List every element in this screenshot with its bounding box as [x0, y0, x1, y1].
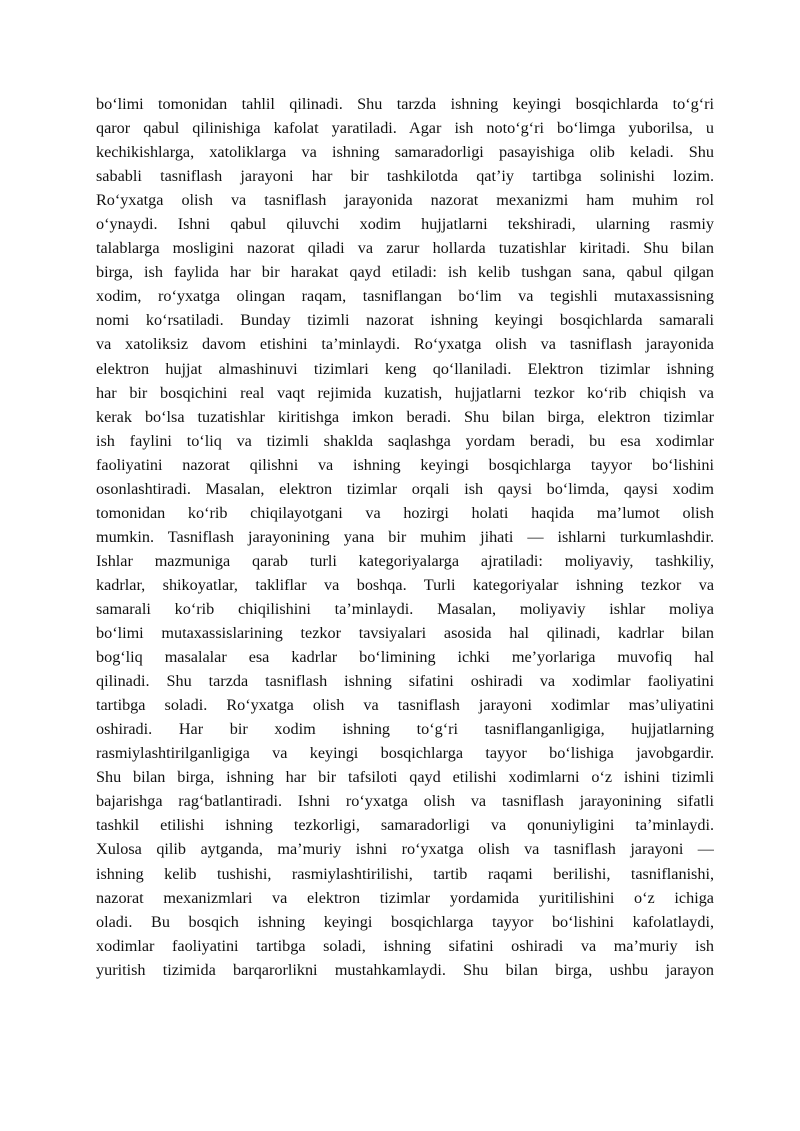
text-line: elektron hujjat almashinuvi tizimlari keng qo‘llaniladi. Elektron tizimlar ishning [96, 359, 714, 378]
text-line: kerak bo‘lsa tuzatishlar kiritishga imkon beradi. Shu bilan birga, elektron tizimlar [96, 407, 714, 426]
text-line: nomi ko‘rsatiladi. Bunday tizimli nazorat ishning keyingi bosqichlarda samarali [96, 311, 714, 330]
text-line: bog‘liq masalalar esa kadrlar bo‘limining ichki me’yorlariga muvofiq hal [96, 648, 714, 667]
text-line: xodim, ro‘yxatga olingan raqam, tasniflangan bo‘lim va tegishli mutaxassisning [96, 287, 714, 306]
text-line: oshiradi. Har bir xodim ishning to‘g‘ri tasniflanganligiga, hujjatlarning [96, 720, 714, 739]
text-line: tashkil etilishi ishning tezkorligi, samaradorligi va qonuniyligini ta’minlaydi. [96, 816, 714, 835]
text-line: tomonidan ko‘rib chiqilayotgani va hozirgi holati haqida ma’lumot olish [96, 503, 714, 522]
text-line: ish faylini to‘liq va tizimli shaklda saqlashga yordam beradi, bu esa xodimlar [96, 431, 714, 450]
text-line: qilinadi. Shu tarzda tasniflash ishning sifatini oshiradi va xodimlar faoliyatini [96, 672, 714, 691]
text-line: Xulosa qilib aytganda, ma’muriy ishni ro‘yxatga olish va tasniflash jarayoni — [96, 840, 714, 859]
text-line: osonlashtiradi. Masalan, elektron tizimlar orqali ish qaysi bo‘limda, qaysi xodim [96, 479, 714, 498]
text-line: mumkin. Tasniflash jarayonining yana bir muhim jihati — ishlarni turkumlashdir. [96, 527, 714, 546]
text-line: har bir bosqichini real vaqt rejimida kuzatish, hujjatlarni tezkor ko‘rib chiqish va [96, 383, 714, 402]
text-line: yuritish tizimida barqarorlikni mustahkamlaydi. Shu bilan birga, ushbu jarayon [96, 960, 714, 979]
text-line: tartibga soladi. Ro‘yxatga olish va tasniflash jarayoni xodimlar mas’uliyatini [96, 696, 714, 715]
text-line: va xatoliksiz davom etishini ta’minlaydi. Ro‘yxatga olish va tasniflash jarayonida [96, 335, 714, 354]
text-line: kechikishlarga, xatoliklarga va ishning samaradorligi pasayishiga olib keladi. Shu [96, 143, 714, 162]
text-line: xodimlar faoliyatini tartibga soladi, ishning sifatini oshiradi va ma’muriy ish [96, 936, 714, 955]
text-line: bo‘limi mutaxassislarining tezkor tavsiyalari asosida hal qilinadi, kadrlar bilan [96, 624, 714, 643]
text-line: qaror qabul qilinishiga kafolat yaratiladi. Agar ish noto‘g‘ri bo‘limga yuborilsa, u [96, 119, 714, 138]
text-line: rasmiylashtirilganligiga va keyingi bosqichlarga tayyor bo‘lishiga javobgardir. [96, 744, 714, 763]
text-line: Ro‘yxatga olish va tasniflash jarayonida nazorat mexanizmi ham muhim rol [96, 191, 714, 210]
text-line: ishning kelib tushishi, rasmiylashtirilishi, tartib raqami berilishi, tasniflanishi, [96, 864, 714, 883]
text-line: faoliyatini nazorat qilishni va ishning keyingi bosqichlarga tayyor bo‘lishini [96, 455, 714, 474]
text-line: Shu bilan birga, ishning har bir tafsiloti qayd etilishi xodimlarni o‘z ishini tizimli [96, 768, 714, 787]
text-line: oladi. Bu bosqich ishning keyingi bosqichlarga tayyor bo‘lishini kafolatlaydi, [96, 912, 714, 931]
text-line: Ishlar mazmuniga qarab turli kategoriyalarga ajratiladi: moliyaviy, tashkiliy, [96, 551, 714, 570]
text-line: sababli tasniflash jarayoni har bir tashkilotda qat’iy tartibga solinishi lozim. [96, 167, 714, 186]
text-line: o‘ynaydi. Ishni qabul qiluvchi xodim hujjatlarni tekshiradi, ularning rasmiy [96, 215, 714, 234]
text-line: bo‘limi tomonidan tahlil qilinadi. Shu tarzda ishning keyingi bosqichlarda to‘g‘ri [96, 95, 714, 113]
text-line: talablarga mosligini nazorat qiladi va zarur hollarda tuzatishlar kiritadi. Shu bilan [96, 239, 714, 258]
text-line: samarali ko‘rib chiqilishini ta’minlaydi. Masalan, moliyaviy ishlar moliya [96, 599, 714, 618]
text-line: birga, ish faylida har bir harakat qayd etiladi: ish kelib tushgan sana, qabul qilgan [96, 263, 714, 282]
text-line: nazorat mexanizmlari va elektron tizimlar yordamida yuritilishini o‘z ichiga [96, 888, 714, 907]
text-line: bajarishga rag‘batlantiradi. Ishni ro‘yxatga olish va tasniflash jarayonining sifatli [96, 792, 714, 811]
text-line: kadrlar, shikoyatlar, takliflar va boshqa. Turli kategoriyalar ishning tezkor va [96, 575, 714, 594]
document-page [96, 92, 714, 982]
